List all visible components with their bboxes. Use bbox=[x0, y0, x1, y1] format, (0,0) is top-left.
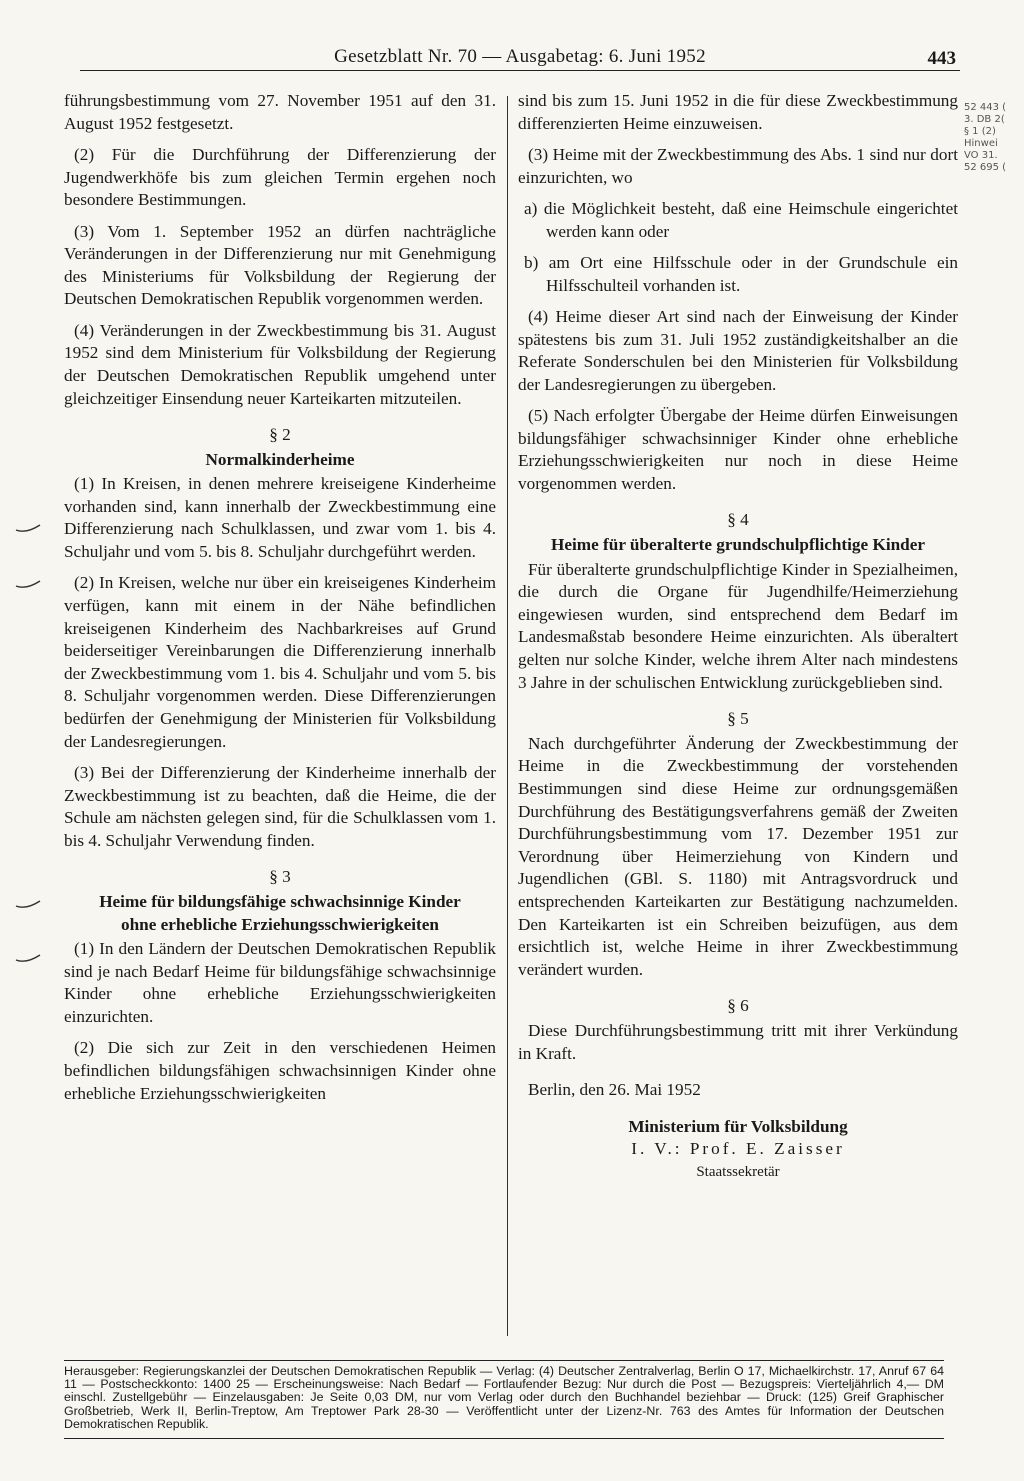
paragraph: (2) Die sich zur Zeit in den verschiedenen Heimen befindlichen bildungsfähigen schwachsinnigen Kinder ohne erhebliche Erziehungsschwierigkeiten bbox=[64, 1038, 496, 1103]
section-number: § 4 bbox=[727, 510, 749, 530]
paragraph: Für überalterte grundschulpflichtige Kinder in Spezialheimen, die durch die Organe für Jugendhilfe/Heimerziehung eingewiesen wurden, sind entsprechend dem Bedarf im Landesmaßstab besondere Heime einzurichten. Als überaltert gelten nur solche Kinder, welche ihrem Alter nach mindestens 3 Jahre in der schulischen Entwicklung zurückgeblieben sind. bbox=[518, 559, 958, 692]
column-divider bbox=[507, 96, 508, 1336]
paragraph: (3) Heime mit der Zweckbestimmung des Abs. 1 sind nur dort einzurichten, wo bbox=[518, 144, 958, 187]
signature-block bbox=[518, 1116, 958, 1184]
paragraph: Diese Durchführungsbestimmung tritt mit ihrer Verkündung in Kraft. bbox=[518, 1020, 958, 1063]
section-title: Heime für überalterte grundschulpflichtige Kinder bbox=[551, 535, 925, 555]
list-item: b) am Ort eine Hilfsschule oder in der Grundschule ein Hilfsschulteil vorhanden ist. bbox=[524, 252, 958, 295]
page-title: Gesetzblatt Nr. 70 — Ausgabetag: 6. Juni 1952 bbox=[334, 46, 706, 67]
margin-note: VO 31. bbox=[964, 150, 998, 161]
section-title: Heime für bildungsfähige schwachsinnige Kinder bbox=[99, 891, 461, 911]
place-date: Berlin, den 26. Mai 1952 bbox=[528, 1080, 701, 1100]
page-number: 443 bbox=[927, 48, 956, 69]
paragraph: (4) Heime dieser Art sind nach der Einweisung der Kinder spätestens bis zum 31. Juli 1952 zuständigkeitshalber an die Referate Sonderschulen bei den Ministerien für Volksbildung der Landesregierungen zu übergeben. bbox=[518, 306, 958, 394]
section-title: ohne erhebliche Erziehungsschwierigkeiten bbox=[121, 914, 439, 934]
margin-note: 52 695 ( bbox=[964, 162, 1007, 173]
signer-name: I. V.: Prof. E. Zaisser bbox=[631, 1139, 845, 1159]
margin-note: 52 443 ( bbox=[964, 102, 1007, 113]
paragraph: (2) In Kreisen, welche nur über ein kreiseigenes Kinderheim verfügen, kann mit einem in der Nähe befindlichen kreiseigenen Kinderheim des Nachbarkreises auf Grund beiderseitiger Vereinbarungen die Differenzierung innerhalb der Zweckbestimmung vom 1. bis 4. Schuljahr und vom 5. bis 8. Schuljahr vorgenommen werden. Diese Differenzierungen bedürfen der Genehmigung der Ministerien für Volksbildung der Landesregierungen. bbox=[64, 573, 496, 751]
paragraph: (3) Bei der Differenzierung der Kinderheime innerhalb der Zweckbestimmung ist zu beachten, daß die Heime, die der Schule am nächsten gelegen sind, für die Schulklassen vom 1. bis 4. Schuljahr Verwendung finden. bbox=[64, 763, 496, 850]
paragraph: (3) Vom 1. September 1952 an dürfen nachträgliche Veränderungen in der Differenzierung nur mit Genehmigung des Ministeriums für Volksbildung der Regierung der Deutschen Demokratischen Republik vorgenommen werden. bbox=[64, 221, 496, 309]
section-number: § 5 bbox=[727, 709, 749, 729]
left-column bbox=[64, 90, 496, 1114]
margin-note: 3. DB 2( bbox=[964, 114, 1005, 125]
check-mark-icon bbox=[14, 898, 44, 912]
paragraph: führungsbestimmung vom 27. November 1951 auf den 31. August 1952 festgesetzt. bbox=[64, 91, 496, 133]
check-mark-icon bbox=[14, 578, 44, 592]
margin-note: Hinwei bbox=[964, 138, 998, 149]
section-number: § 6 bbox=[727, 996, 749, 1016]
paragraph: (1) In Kreisen, in denen mehrere kreiseigene Kinderheime vorhanden sind, kann innerhalb der Zweckbestimmung eine Differenzierung nach Schulklassen, und zwar vom 1. bis 4. Schuljahr und vom 5. bis 8. Schuljahr durchgeführt werden. bbox=[64, 474, 496, 562]
paragraph: Nach durchgeführter Änderung der Zweckbestimmung der Heime in die Zweckbestimmung der vorstehenden Bestimmungen sind diese Heime zur ordnungsgemäßen Durchführung des Bestätigungsverfahrens gemäß der Zweiten Durchführungsbestimmung vom 17. Dezember 1951 zur Verordnung über Heimerziehung von Kindern und Jugendlichen (GBl. S. 1180) mit Antragsvordruck und entsprechenden Karteikarten zur Bestätigung nachzumelden. Den Karteikarten ist ein Schreiben beizufügen, aus dem ersichtlich ist, welche Heime in ihrer Zweckbestimmung verändert wurden. bbox=[518, 733, 958, 979]
paragraph: (5) Nach erfolgter Übergabe der Heime dürfen Einweisungen bildungsfähiger schwachsinniger Kinder ohne erhebliche Erziehungsschwierigkeiten nur noch in diese Heime vorgenommen werden. bbox=[518, 406, 958, 493]
check-mark-icon bbox=[14, 522, 44, 536]
footer-rule bbox=[64, 1438, 944, 1439]
margin-note: § 1 (2) bbox=[964, 126, 996, 137]
section-title: Normalkinderheime bbox=[205, 449, 355, 469]
ministry-name: Ministerium für Volksbildung bbox=[628, 1116, 848, 1136]
paragraph: (1) In den Ländern der Deutschen Demokratischen Republik sind je nach Bedarf Heime für bildungsfähige schwachsinnige Kinder ohne erhebliche Erziehungsschwierigkeiten einzurichten. bbox=[64, 939, 496, 1026]
list-item: a) die Möglichkeit besteht, daß eine Heimschule eingerichtet werden kann oder bbox=[524, 198, 958, 241]
imprint-footer bbox=[64, 1360, 944, 1431]
section-number: § 3 bbox=[269, 867, 291, 887]
right-column bbox=[518, 90, 958, 1184]
check-mark-icon bbox=[14, 952, 44, 966]
section-number: § 2 bbox=[269, 425, 291, 445]
signer-role: Staatssekretär bbox=[696, 1163, 780, 1180]
margin-annotations bbox=[964, 102, 1024, 174]
paragraph: (2) Für die Durchführung der Differenzierung der Jugendwerkhöfe bis zum gleichen Termin ergehen noch besondere Bestimmungen. bbox=[64, 144, 496, 210]
page-header bbox=[80, 44, 960, 71]
imprint-text: Herausgeber: Regierungskanzlei der Deutschen Demokratischen Republik — Verlag: (4) Deutscher Zentralverlag, Berlin O 17, Michaelkirchstr. 17, Anruf 67 64 11 — Postscheckkonto: 1400 25 — Erscheinungsweise: Nach Bedarf — Fortlaufender Bezug: Nur durch die Post — Bezugspreis: Vierteljährlich 4,— DM einschl. Zustellgebühr — Einzelausgaben: Je Seite 0,03 DM, nur vom Verlag oder durch den Buchhandel beziehbar — Druck: (125) Greif Graphischer Großbetrieb, Werk II, Berlin-Treptow, Am Treptower Park 28-30 — Veröffentlicht unter der Lizenz-Nr. 763 des Amtes für Information der Deutschen Demokratischen Republik. bbox=[64, 1364, 944, 1431]
paragraph: sind bis zum 15. Juni 1952 in die für diese Zweckbestimmung differenzierten Heime einzuweisen. bbox=[518, 91, 958, 133]
paragraph: (4) Veränderungen in der Zweckbestimmung bis 31. August 1952 sind dem Ministerium für Volksbildung der Regierung der Deutschen Demokratischen Republik umgehend unter gleichzeitiger Einsendung neuer Karteikarten mitzuteilen. bbox=[64, 320, 496, 408]
